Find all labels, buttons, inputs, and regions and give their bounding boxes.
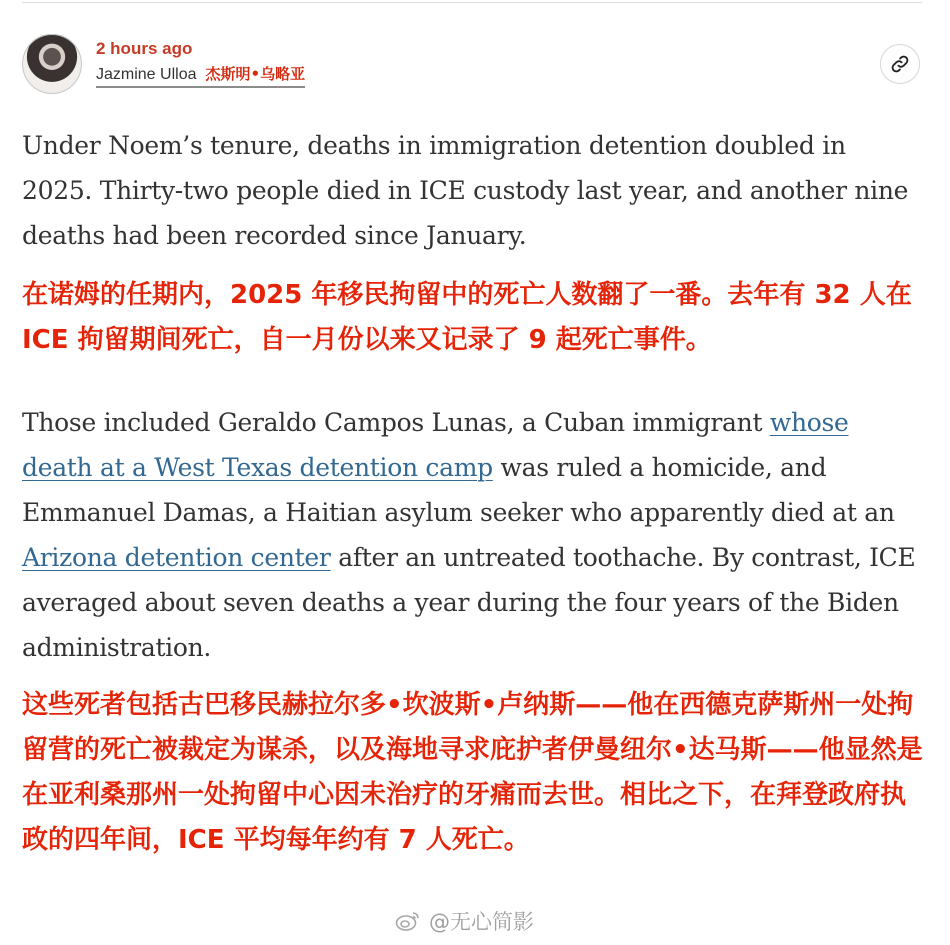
author-meta	[96, 38, 305, 88]
post-timestamp: 2 hours ago	[96, 39, 193, 58]
paragraph-2-text-b: was ruled a homicide, and Emmanuel Damas, a Haitian asylum seeker who apparently died at an	[22, 453, 895, 527]
top-divider	[22, 2, 922, 3]
arizona-detention-center-link[interactable]: Arizona detention center	[22, 543, 331, 572]
author-name-translation: 杰斯明•乌略亚	[205, 65, 306, 83]
watermark-text: @无心简影	[429, 910, 534, 934]
author-name[interactable]: Jazmine Ulloa	[96, 66, 197, 83]
author-avatar[interactable]	[22, 34, 82, 94]
translation-paragraph-1: 在诺姆的任期内，2025 年移民拘留中的死亡人数翻了一番。去年有 32 人在 ICE 拘留期间死亡，自一月份以来又记录了 9 起死亡事件。	[22, 280, 912, 355]
weibo-logo-icon	[395, 910, 421, 932]
translation-paragraph-2: 这些死者包括古巴移民赫拉尔多•坎波斯•卢纳斯——他在西德克萨斯州一处拘留营的死亡被裁定为谋杀，以及海地寻求庇护者伊曼纽尔•达马斯——他显然是在亚利桑那州一处拘留中心因未治疗的牙痛而去世。相比之下，在拜登政府执政的四年间，ICE 平均每年约有 7 人死亡。	[22, 690, 923, 855]
article-paragraph-2	[22, 400, 922, 670]
author-byline-link[interactable]	[96, 64, 305, 88]
watermark	[395, 906, 534, 936]
link-icon	[890, 54, 910, 74]
article-paragraph-1: Under Noem’s tenure, deaths in immigration detention doubled in 2025. Thirty-two people died in ICE custody last year, and another nine deaths had been recorded since January.	[22, 131, 909, 250]
paragraph-2-text-c: after an untreated toothache. By contrast, ICE averaged about seven deaths a year during the four years of the Biden administration.	[22, 543, 916, 662]
copy-link-button[interactable]	[880, 44, 920, 84]
detention-camp-article-link[interactable]: whose death at a West Texas detention camp	[22, 408, 849, 482]
author-block	[22, 34, 305, 94]
paragraph-2-text-a: Those included Geraldo Campos Lunas, a Cuban immigrant	[22, 408, 770, 437]
